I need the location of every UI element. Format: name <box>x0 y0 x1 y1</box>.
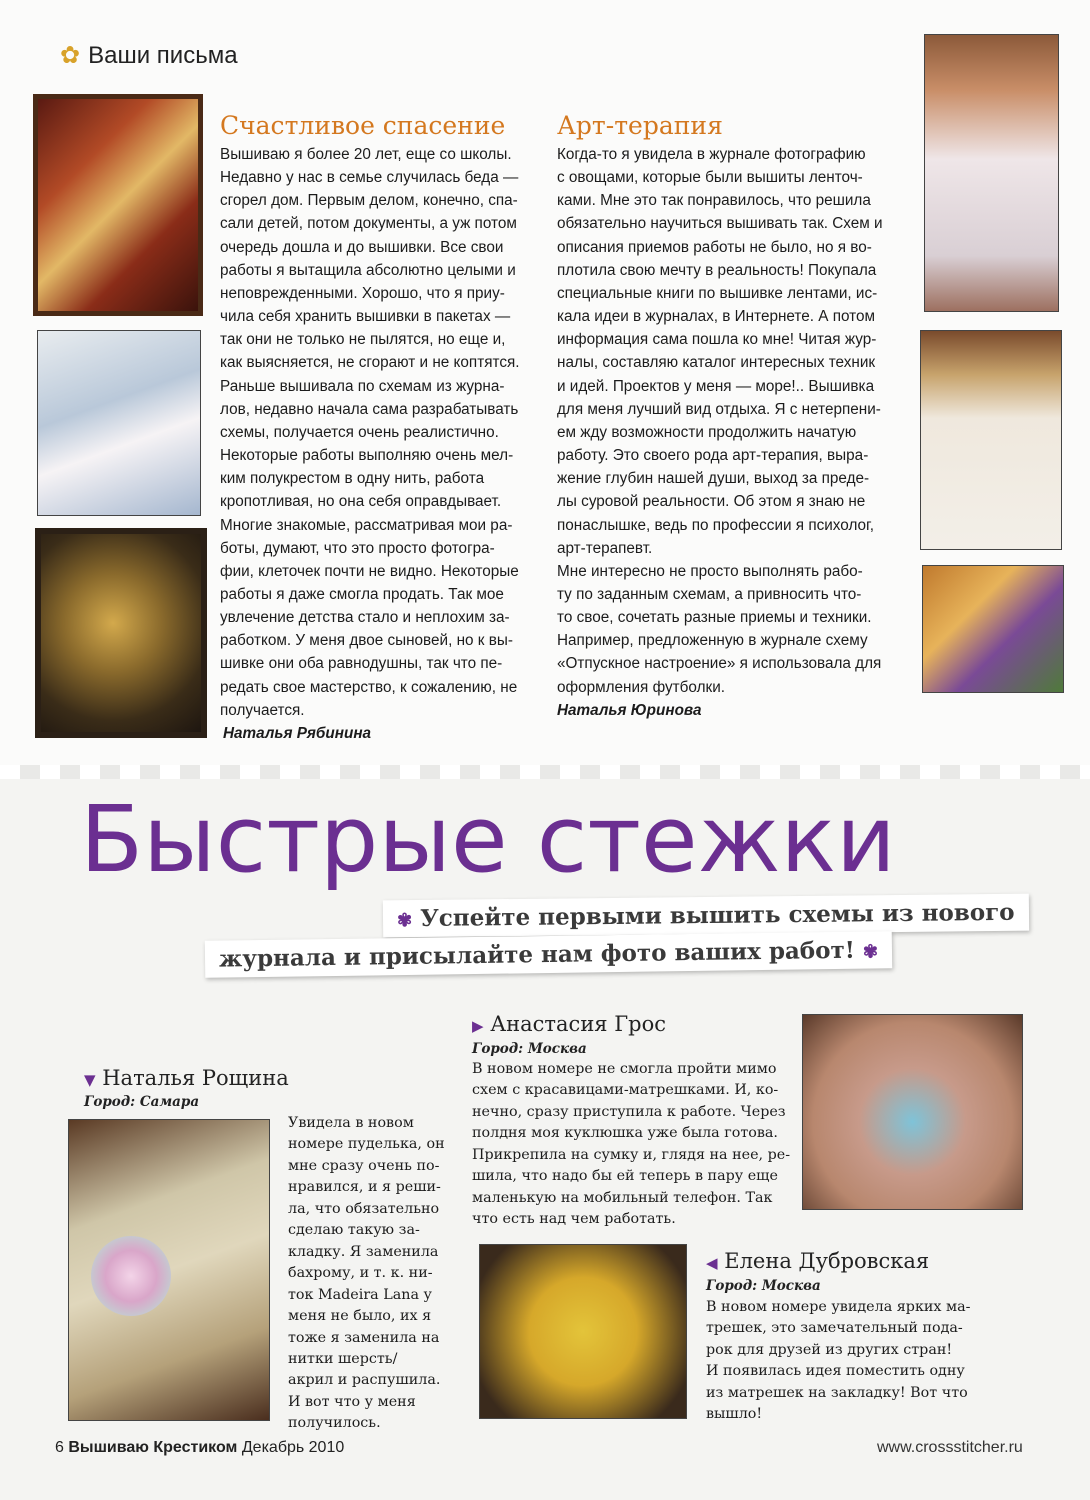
photo-bookmark-on-book <box>68 1119 270 1421</box>
text-line: налы, составляю каталог интересных техник <box>557 354 876 372</box>
flower-icon: ✿ <box>60 42 81 69</box>
text-line: как выясняется, не сгорают и не коптятся. <box>220 354 520 372</box>
text-line: И появилась идея поместить одну <box>706 1363 965 1380</box>
article1-lines <box>220 143 552 722</box>
text-line: работком. У меня двое сыновей, но к вы- <box>220 632 513 650</box>
text-line: так они не только не пылятся, но еще и, <box>220 331 506 349</box>
text-line: шивке они оба равнодушны, так что пе- <box>220 655 503 673</box>
text-line: ла, что обязательно <box>288 1200 440 1217</box>
text-line: боты, думают, что это просто фотогра- <box>220 539 495 557</box>
letter3-city: Город: Москва <box>706 1278 821 1294</box>
text-line: меня не было, их я <box>288 1308 432 1325</box>
banner-line-1 <box>383 894 1029 938</box>
letter2-name <box>472 1012 666 1036</box>
text-line: Некоторые работы выполняю очень мел- <box>220 447 514 465</box>
article2-body <box>557 143 913 722</box>
banner-line-2 <box>205 931 892 978</box>
article2-title: Арт-терапия <box>557 111 723 140</box>
text-line: неповрежденными. Хорошо, что я приу- <box>220 284 505 302</box>
text-line: Когда-то я увидела в журнале фотографию <box>557 146 866 163</box>
letter1-name <box>84 1066 289 1090</box>
text-line: вышло! <box>706 1406 763 1423</box>
text-line: номере пуделька, он <box>288 1136 445 1153</box>
text-line: Увидела в новом <box>288 1115 414 1131</box>
quick-stitches-title: Быстрые стежки <box>80 786 896 893</box>
text-line: шила, что надо бы ей теперь в пару еще <box>472 1168 778 1185</box>
text-line: В новом номере увидела ярких ма- <box>706 1299 971 1315</box>
text-line: работу. Это своего рода арт-терапия, выра- <box>557 447 869 465</box>
photo-lady-in-hat-embroidery <box>920 330 1062 550</box>
photo-house-ribbon-embroidery <box>922 565 1064 693</box>
flower-icon: ✾ <box>396 910 413 932</box>
photo-madonna-icon <box>35 528 207 738</box>
text-line: Например, предложенную в журнале схему <box>557 632 868 650</box>
text-line: ту по заданным схемам, а привносить что- <box>557 585 862 603</box>
text-line: полдня моя куклюшка уже была готова. <box>472 1125 778 1142</box>
text-line: И вот что у меня <box>288 1393 416 1410</box>
text-line: кала идеи в журналах, в Интернете. А потом <box>557 308 876 326</box>
text-line: арт-терапевт. <box>557 539 653 557</box>
text-line: Недавно у нас в семье случилась беда — <box>220 169 519 187</box>
issue-date: Декабрь 2010 <box>241 1439 345 1456</box>
text-line: работы я вытащила абсолютно целыми и <box>220 261 516 279</box>
text-line: из матрешек на закладку! Вот что <box>706 1384 968 1401</box>
photo-woman-in-tshirt <box>924 34 1059 312</box>
text-line: тоже я заменила на <box>288 1329 440 1346</box>
page-number: 6 <box>55 1439 64 1456</box>
rosette-bookmark <box>91 1236 171 1316</box>
text-line: фии, клеточек почти не видно. Некоторые <box>220 562 519 580</box>
text-line: сгорел дом. Первым делом, конечно, спа- <box>220 192 518 210</box>
text-line: работы я даже смогла продать. Так мое <box>220 585 504 603</box>
letter2-name-text: Анастасия Грос <box>490 1012 666 1036</box>
flower-icon: ✾ <box>862 941 879 963</box>
text-line: акрил и распушила. <box>288 1372 441 1389</box>
banner-text-2: журнала и присылайте нам фото ваших работ! <box>218 936 856 973</box>
text-line: Прикрепила на сумку и, глядя на нее, ре- <box>472 1146 791 1163</box>
letter2-body <box>472 1059 792 1231</box>
letter1-name-text: Наталья Рощина <box>102 1066 289 1090</box>
zigzag-divider <box>0 765 1090 779</box>
text-line: мне сразу очень по- <box>288 1157 440 1174</box>
text-line: нитки шерсть/ <box>288 1350 398 1367</box>
photo-wedding-embroidery <box>37 330 201 516</box>
text-line: кладку. Я заменила <box>288 1243 439 1260</box>
text-line: «Отпускное настроение» я использовала для <box>557 655 882 673</box>
magazine-name: Вышиваю Крестиком <box>68 1439 238 1456</box>
text-line: нечно, сразу приступила к работе. Через <box>472 1103 786 1120</box>
text-line: ем жду возможности продолжить начатую <box>557 423 857 441</box>
triangle-right-icon: ▶ <box>472 1017 484 1035</box>
text-line: трешек, это замечательный пода- <box>706 1320 963 1337</box>
text-line: плотила свою мечту в реальность! Покупала <box>557 261 877 279</box>
section-title: Ваши письма <box>88 42 238 69</box>
text-line: бахрому, и т. к. ни- <box>288 1265 433 1282</box>
text-line: рок для друзей из других стран! <box>706 1341 953 1358</box>
text-line: получилось. <box>288 1415 381 1432</box>
footer-left <box>55 1439 344 1457</box>
text-line: Раньше вышивала по схемам из журна- <box>220 377 505 395</box>
text-line: что есть над чем работать. <box>472 1211 676 1228</box>
text-line: и идей. Проектов у меня — море!.. Вышивка <box>557 377 875 395</box>
text-line: Многие знакомые, рассматривая мои ра- <box>220 516 513 534</box>
text-line: схем с красавицами-матрешками. И, ко- <box>472 1082 779 1099</box>
letter1-city: Город: Самара <box>84 1094 200 1110</box>
text-line: чила себя хранить вышивки в пакетах — <box>220 308 511 326</box>
letter2-city: Город: Москва <box>472 1041 587 1057</box>
article2-lines <box>557 143 913 699</box>
letter3-body <box>706 1297 986 1426</box>
text-line: кропотливая, но она себя оправдывает. <box>220 493 502 511</box>
text-line: В новом номере не смогла пройти мимо <box>472 1061 777 1077</box>
photo-matryoshka-keychain <box>802 1014 1023 1210</box>
text-line: получается. <box>220 701 305 719</box>
letter3-name <box>706 1249 929 1273</box>
text-line: маленькую на мобильный телефон. Так <box>472 1189 773 1206</box>
text-line: увлечение детства стало и неплохим за- <box>220 609 510 627</box>
text-line: оформления футболки. <box>557 678 725 696</box>
text-line: специальные книги по вышивке лентами, ис- <box>557 284 878 302</box>
text-line: ким полукрестом в одну нить, работа <box>220 470 485 488</box>
article2-author: Наталья Юринова <box>557 701 702 719</box>
letter3-name-text: Елена Дубровская <box>724 1249 930 1273</box>
text-line: Мне интересно не просто выполнять рабо- <box>557 562 863 580</box>
text-line: лы суровой реальности. Об этом я знаю не <box>557 493 866 511</box>
text-line: нравился, и я реши- <box>288 1179 441 1196</box>
text-line: жение глубин нашей души, выход за преде- <box>557 470 870 488</box>
article1-title: Счастливое спасение <box>220 111 506 140</box>
website-url: www.crossstitcher.ru <box>877 1439 1023 1456</box>
text-line: описания приемов работы не было, но я во- <box>557 238 872 256</box>
section-header <box>60 42 238 70</box>
text-line: ток Madeira Lana у <box>288 1286 432 1303</box>
text-line: то свое, сочетать разные приемы и техники. <box>557 609 872 627</box>
text-line: очередь дошла и до вышивки. Все свои <box>220 238 504 256</box>
text-line: понаслышке, ведь по профессии я психолог, <box>557 516 875 534</box>
triangle-down-icon: ▼ <box>84 1071 96 1089</box>
text-line: лов, недавно начала сама разрабатывать <box>220 400 519 418</box>
text-line: информация сама пошла ко мне! Читая жур- <box>557 331 877 349</box>
article1-body <box>220 143 552 745</box>
photo-st-george-icon <box>33 94 203 316</box>
text-line: сделаю такую за- <box>288 1222 420 1239</box>
text-line: с овощами, которые были вышиты ленточ- <box>557 169 863 187</box>
text-line: редать свое мастерство, к сожалению, не <box>220 678 518 696</box>
text-line: Вышиваю я более 20 лет, еще со школы. <box>220 146 512 163</box>
text-line: сали детей, потом документы, а уж потом <box>220 215 517 233</box>
text-line: схемы, получается очень реалистично. <box>220 423 499 441</box>
article1-author: Наталья Рябинина <box>223 724 372 742</box>
banner-text-1: Успейте первыми вышить схемы из нового <box>419 898 1015 932</box>
triangle-left-icon: ◀ <box>706 1254 718 1272</box>
text-line: ками. Мне это так понравилось, что решила <box>557 192 871 210</box>
photo-matryoshka-bookmark <box>479 1244 687 1419</box>
text-line: для меня лучший вид отдыха. Я с нетерпени- <box>557 400 881 418</box>
text-line: обязательно научиться вышивать так. Схем и <box>557 215 883 233</box>
letter1-body <box>288 1113 448 1435</box>
